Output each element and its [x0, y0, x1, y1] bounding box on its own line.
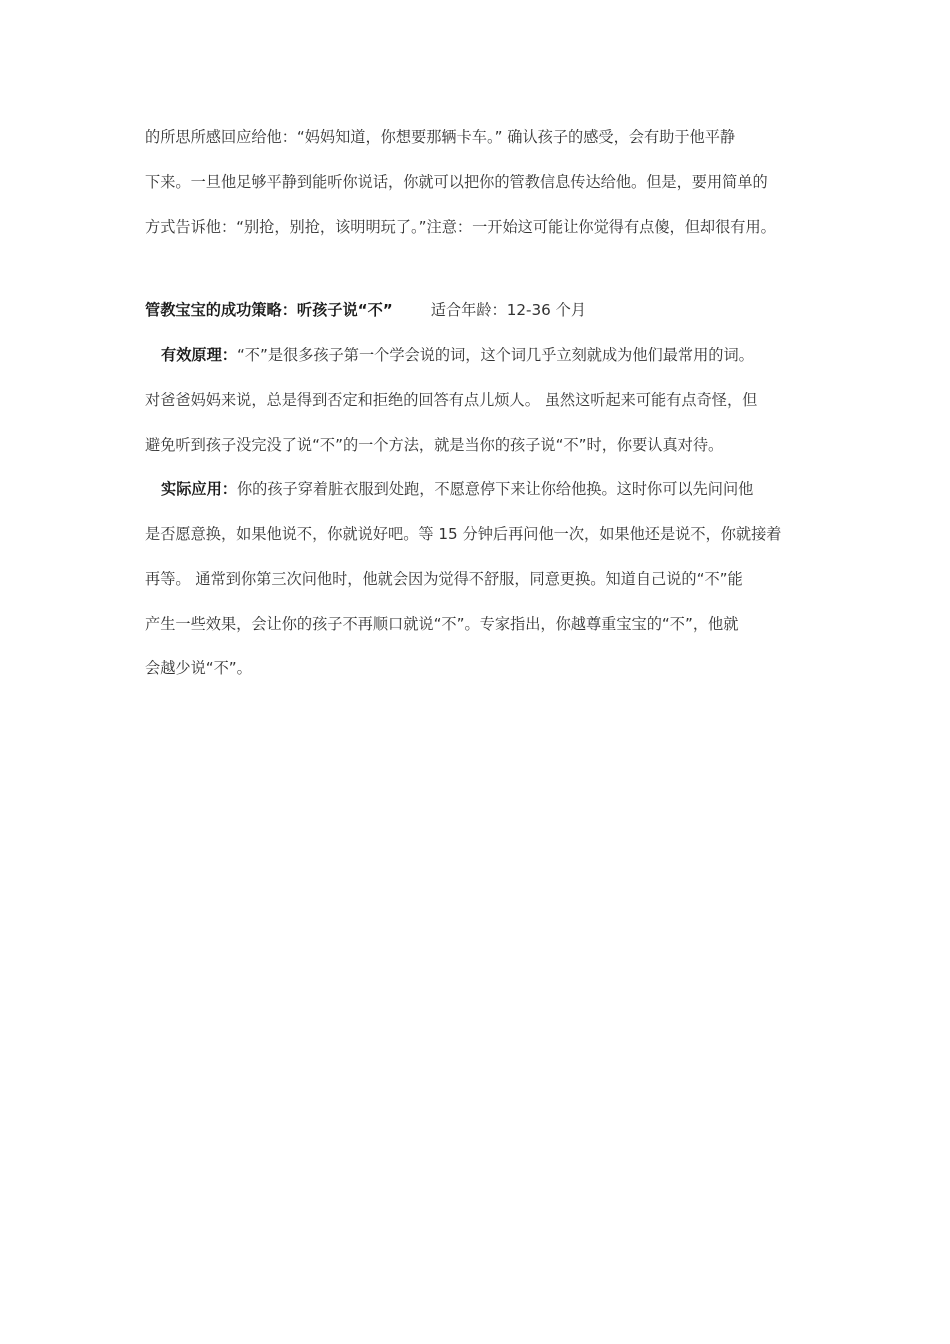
section-heading: [145, 300, 825, 320]
application-line-1: [161, 479, 825, 499]
application-line-4: 产生一些效果，会让你的孩子不再顺口就说“不”。专家指出，你越尊重宝宝的“不”，他就: [145, 615, 739, 633]
principle-label: 有效原理：: [161, 346, 237, 364]
principle-text-1: “不”是很多孩子第一个学会说的词，这个词几乎立刻就成为他们最常用的词。: [236, 346, 754, 364]
principle-line-1: [161, 345, 825, 365]
section-title: 管教宝宝的成功策略：听孩子说“不”: [145, 301, 393, 319]
principle-line-3: 避免听到孩子没完没了说“不”的一个方法，就是当你的孩子说“不”时，你要认真对待。: [145, 436, 724, 454]
age-range: 适合年龄：12-36 个月: [430, 301, 587, 319]
application-label: 实际应用：: [161, 480, 237, 498]
application-line-3: 再等。 通常到你第三次问他时，他就会因为觉得不舒服，同意更换。知道自己说的“不”能: [145, 570, 743, 588]
principle-line-2: 对爸爸妈妈来说，总是得到否定和拒绝的回答有点儿烦人。 虽然这听起来可能有点奇怪，但: [145, 391, 758, 409]
application-line-2: 是否愿意换，如果他说不，你就说好吧。等 15 分钟后再问他一次，如果他还是说不，你就接着: [145, 525, 782, 543]
paragraph-line-1: 的所思所感回应给他：“妈妈知道，你想要那辆卡车。” 确认孩子的感受，会有助于他平静: [145, 128, 736, 146]
application-line-5: 会越少说“不”。: [145, 659, 252, 677]
paragraph-line-2: 下来。一旦他足够平静到能听你说话，你就可以把你的管教信息传达给他。但是，要用简单的: [145, 173, 768, 191]
application-text-1: 你的孩子穿着脏衣服到处跑，不愿意停下来让你给他换。这时你可以先问问他: [236, 480, 754, 498]
paragraph-line-3: 方式告诉他：“别抢，别抢，该明明玩了。”注意：一开始这可能让你觉得有点傻，但却很有用。: [145, 218, 776, 236]
